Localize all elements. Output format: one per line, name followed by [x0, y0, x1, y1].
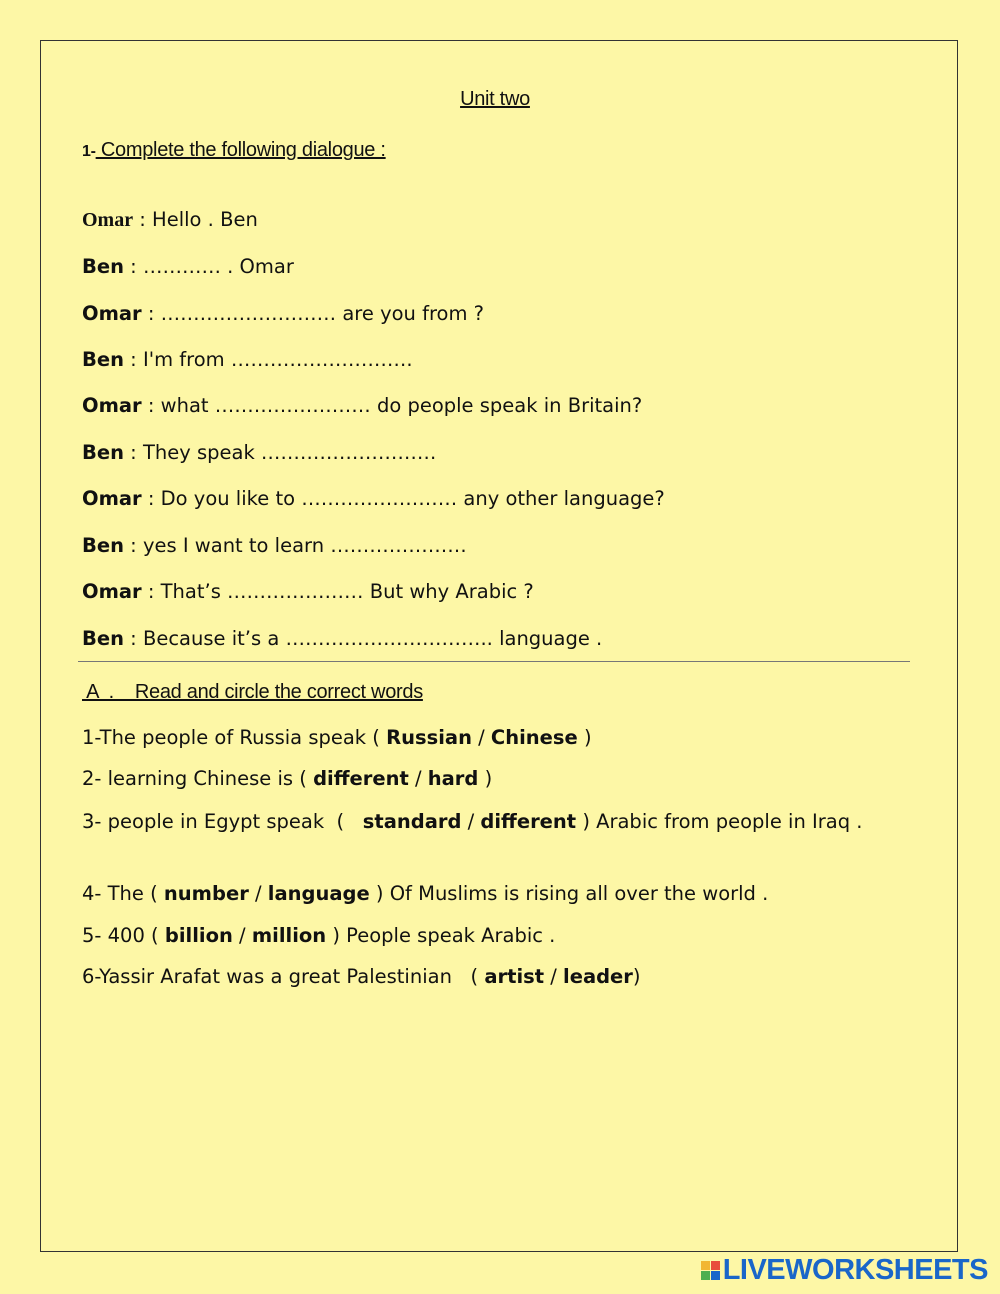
option-2[interactable]: different	[480, 810, 577, 833]
question-text: 1-The people of Russia speak (	[82, 726, 387, 749]
section1-heading	[82, 139, 386, 162]
logo-blocks-icon	[701, 1261, 720, 1280]
option-1[interactable]: Russian	[386, 726, 472, 749]
option-separator: /	[408, 767, 428, 790]
speaker: Ben	[82, 255, 124, 278]
dialogue-text: : Because it’s a ………………………….. language .	[123, 627, 603, 650]
dialogue-line	[82, 441, 436, 464]
question-text: 3- people in Egypt speak (	[82, 810, 363, 833]
option-2[interactable]: hard	[427, 767, 479, 790]
option-separator: /	[248, 882, 268, 905]
dialogue-text: : That’s ………………… But why Arabic ?	[141, 580, 534, 603]
option-2[interactable]: language	[267, 882, 370, 905]
dialogue-line	[82, 255, 294, 278]
logo-text: LIVEWORKSHEETS	[722, 1253, 988, 1286]
question-item	[82, 767, 492, 790]
question-text-end: )	[632, 965, 641, 988]
option-2[interactable]: leader	[563, 965, 633, 988]
speaker: Ben	[82, 534, 124, 557]
dialogue-text: : ………… . Omar	[123, 255, 294, 278]
speaker: Ben	[82, 348, 124, 371]
question-text-end: )	[478, 767, 493, 790]
question-item	[82, 882, 768, 905]
liveworksheets-logo[interactable]	[701, 1255, 988, 1285]
question-text-end: ) Arabic from people in Iraq .	[576, 810, 863, 833]
question-text: 2- learning Chinese is (	[82, 767, 314, 790]
speaker: Omar	[82, 394, 142, 417]
section1-number: 1-	[82, 143, 96, 160]
question-item	[82, 726, 592, 749]
dialogue-line	[82, 627, 602, 650]
dialogue-text: : yes I want to learn …………………	[123, 534, 467, 557]
option-separator: /	[461, 810, 481, 833]
speaker: Omar	[82, 580, 142, 603]
dialogue-line	[82, 208, 258, 232]
dialogue-text: : ……………………… are you from ?	[141, 302, 485, 325]
question-text-end: ) Of Muslims is rising all over the world .	[369, 882, 769, 905]
speaker: Omar	[82, 302, 142, 325]
option-1[interactable]: different	[313, 767, 409, 790]
option-1[interactable]: number	[163, 882, 249, 905]
question-item	[82, 806, 882, 837]
dialogue-text: : They speak ………………………	[123, 441, 437, 464]
question-text: 5- 400 (	[82, 924, 165, 947]
dialogue-text: : I'm from ……………………….	[123, 348, 413, 371]
section1-text: Complete the following dialogue :	[95, 139, 386, 161]
question-text-end: )	[577, 726, 592, 749]
speaker: Omar	[82, 209, 134, 231]
option-separator: /	[471, 726, 491, 749]
speaker: Omar	[82, 487, 142, 510]
sectionA-heading: A . Read and circle the correct words	[82, 681, 423, 703]
dialogue-line	[82, 348, 413, 371]
question-text-end: ) People speak Arabic .	[326, 924, 556, 947]
option-1[interactable]: standard	[362, 810, 462, 833]
option-2[interactable]: Chinese	[490, 726, 578, 749]
dialogue-text: : Hello . Ben	[133, 208, 258, 231]
dialogue-line	[82, 302, 484, 325]
option-2[interactable]: million	[251, 924, 327, 947]
dialogue-line	[82, 534, 467, 557]
dialogue-line	[82, 487, 665, 510]
dialogue-line	[82, 580, 534, 603]
dialogue-line	[82, 394, 642, 417]
option-separator: /	[544, 965, 564, 988]
question-text: 6-Yassir Arafat was a great Palestinian (	[82, 965, 485, 988]
question-item	[82, 924, 555, 947]
question-item	[82, 965, 641, 988]
option-separator: /	[232, 924, 252, 947]
page-title: Unit two	[460, 88, 530, 110]
question-text: 4- The (	[82, 882, 164, 905]
dialogue-text: : Do you like to …………………… any other language?	[141, 487, 665, 510]
option-1[interactable]: billion	[164, 924, 233, 947]
option-1[interactable]: artist	[484, 965, 545, 988]
section-divider	[78, 661, 910, 662]
speaker: Ben	[82, 441, 124, 464]
dialogue-text: : what …………………… do people speak in Britain?	[141, 394, 643, 417]
speaker: Ben	[82, 627, 124, 650]
